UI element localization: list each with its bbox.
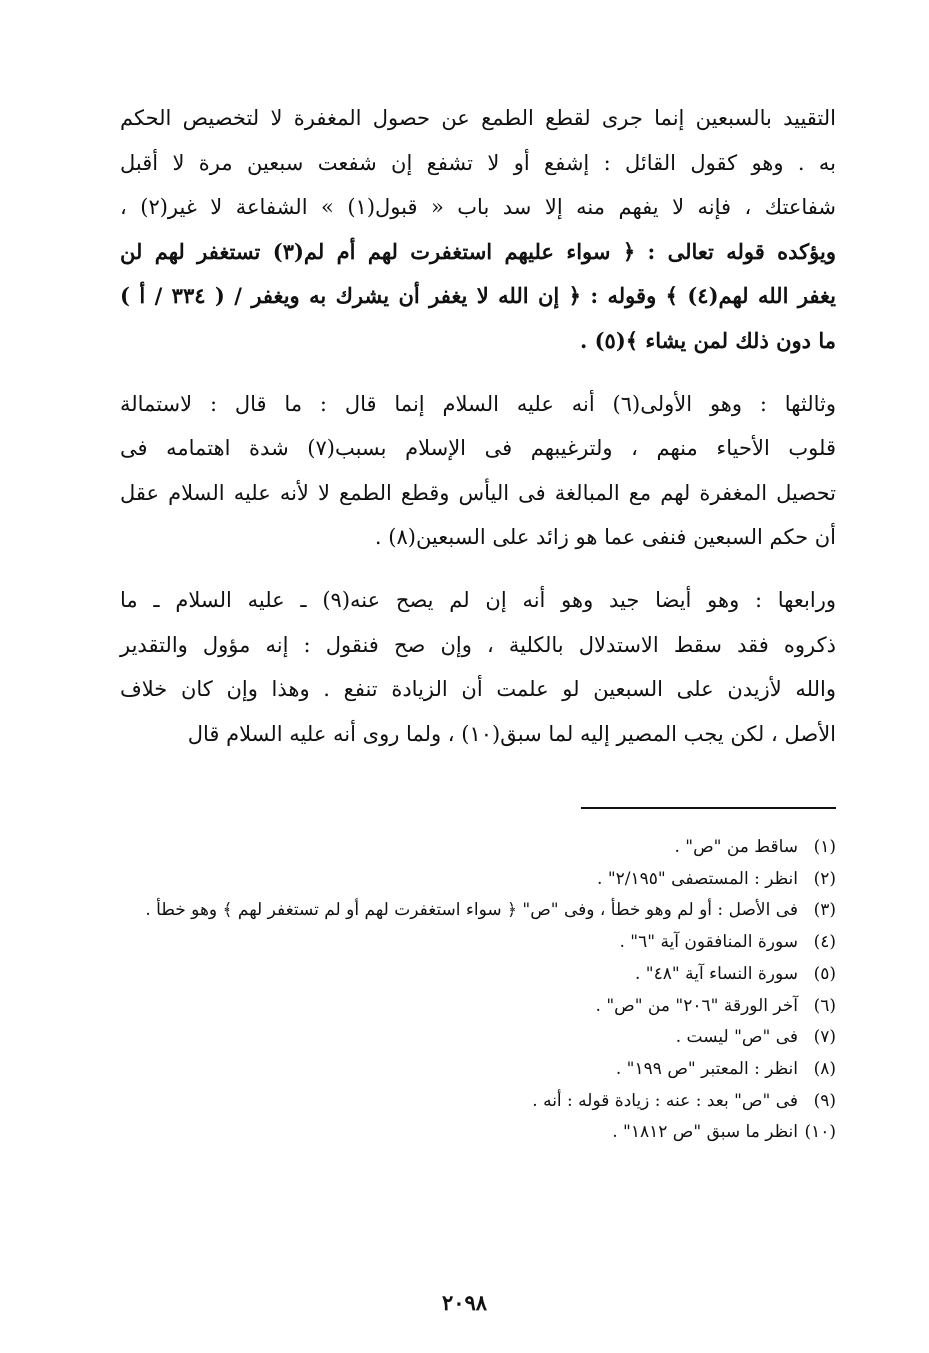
footnote-text: ساقط من "ص" . xyxy=(674,837,798,857)
footnote-text: انظر : المعتبر "ص ١٩٩" . xyxy=(615,1058,798,1079)
text-line: ما دون ذلك لمن يشاء ﴾(٥) . xyxy=(579,327,836,353)
text-line: أن حكم السبعين فنفى عما هو زائد على السبعين(٨) . xyxy=(374,525,836,550)
paragraph-3 xyxy=(120,578,836,756)
text-line: ويؤكده قوله تعالى : ﴿ سواء عليهم استغفرت لهم أم لم(٣) تستغفر لهم لن xyxy=(120,238,836,264)
footnote-item xyxy=(120,864,836,896)
text-line: يغفر الله لهم(٤) ﴾ وقوله : ﴿ إن الله لا يغفر أن يشرك به ويغفر / ( ٣٣٤ / أ ) xyxy=(120,283,837,309)
footnote-item xyxy=(120,895,836,927)
footnote-item xyxy=(120,832,836,864)
text-line: قلوب الأحياء منهم ، ولترغيبهم فى الإسلام بسبب(٧) شدة اهتمامه فى xyxy=(120,436,836,461)
footnote-text: فى "ص" ليست . xyxy=(675,1027,798,1048)
footnote-item xyxy=(120,959,836,991)
footnote-number: (٢) xyxy=(813,868,836,889)
footnote-number: (٨) xyxy=(813,1058,836,1079)
footnotes xyxy=(120,832,836,1149)
footnote-text: سورة المنافقون آية "٦" . xyxy=(619,932,798,953)
footnote-text: فى الأصل : أو لم وهو خطأ ، وفى "ص" ﴿ سواء استغفرت لهم أو لم تستغفر لهم ﴾ وهو خطأ . xyxy=(145,900,798,921)
footnote-number: (٤) xyxy=(813,932,836,953)
footnote-number: (٧) xyxy=(813,1027,836,1048)
footnote-item xyxy=(120,1117,836,1149)
footnote-text: انظر : المستصفى "٢/١٩٥" . xyxy=(597,868,798,889)
text-line: التقييد بالسبعين إنما جرى لقطع الطمع عن حصول المغفرة لا لتخصيص الحكم xyxy=(120,106,836,130)
main-text xyxy=(120,96,836,774)
footnote-item xyxy=(120,991,836,1023)
text-line: تحصيل المغفرة لهم مع المبالغة فى اليأس وقطع الطمع لا لأنه عليه السلام عقل xyxy=(120,480,836,505)
footnote-number: (٩) xyxy=(813,1090,836,1111)
footnote-number: (١٠) xyxy=(804,1122,836,1143)
footnote-item xyxy=(120,1086,836,1118)
page-number: ٢٠٩٨ xyxy=(441,1290,488,1315)
text-line: وثالثها : وهو الأولى(٦) أنه عليه السلام إنما قال : ما قال : لاستمالة xyxy=(120,391,836,416)
footnote-item xyxy=(120,1054,836,1086)
footnote-text: فى "ص" بعد : عنه : زيادة قوله : أنه . xyxy=(532,1090,798,1111)
text-line: ورابعها : وهو أيضا جيد وهو أنه إن لم يصح عنه(٩) ـ عليه السلام ـ ما xyxy=(120,587,836,612)
footnote-text: آخر الورقة "٢٠٦" من "ص" . xyxy=(595,995,798,1016)
footnote-divider xyxy=(581,807,836,809)
paragraph-2 xyxy=(120,382,836,560)
text-line: الأصل ، لكن يجب المصير إليه لما سبق(١٠) ، ولما روى أنه عليه السلام قال xyxy=(187,721,836,746)
footnote-number: (١) xyxy=(813,837,836,857)
footnote-item xyxy=(120,927,836,959)
footnote-number: (٥) xyxy=(813,963,836,984)
footnote-number: (٦) xyxy=(813,995,836,1016)
text-line: والله لأزيدن على السبعين لو علمت أن الزيادة تنفع . وهذا وإن كان خلاف xyxy=(120,677,836,702)
footnote-text: سورة النساء آية "٤٨" . xyxy=(634,963,798,984)
footnote-item xyxy=(120,1022,836,1054)
text-line: شفاعتك ، فإنه لا يفهم منه إلا سد باب « قبول(١) » الشفاعة لا غير(٢) ، xyxy=(120,195,836,220)
paragraph-1 xyxy=(120,96,836,364)
footnote-text: انظر ما سبق "ص ١٨١٢" . xyxy=(612,1122,798,1143)
text-line: به . وهو كقول القائل : إشفع أو لا تشفع إن شفعت سبعين مرة لا أقبل xyxy=(120,150,836,175)
text-line: ذكروه فقد سقط الاستدلال بالكلية ، وإن صح فنقول : إنه مؤول والتقدير xyxy=(120,632,836,657)
footnote-number: (٣) xyxy=(813,900,836,921)
